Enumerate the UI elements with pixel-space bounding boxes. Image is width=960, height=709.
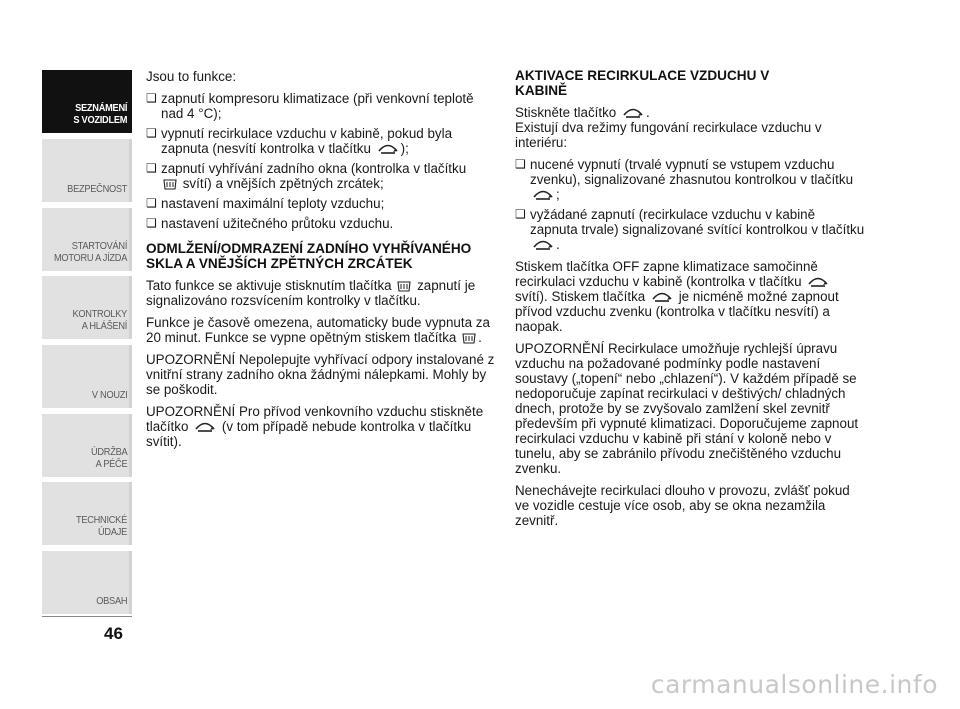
paragraph: Existují dva režimy fungování recirkulace vzduchu v interiéru: <box>515 120 822 150</box>
recirculation-icon <box>651 291 673 303</box>
tab-kontrolky[interactable] <box>42 276 132 340</box>
tab-label: TECHNICKÉ ÚDAJE <box>75 514 127 538</box>
list-item: ❑ zapnutí vyhřívání zadního okna (kontrolka v tlačítku svítí) a vnějších zpětných zrcátek; <box>146 161 496 191</box>
recirculation-icon <box>377 143 399 155</box>
tab-label: OBSAH <box>95 595 127 607</box>
tab-label: ÚDRŽBA A PÉČE <box>90 446 127 470</box>
tab-bezpecnost[interactable] <box>42 139 132 203</box>
tab-technicke-udaje[interactable] <box>42 482 132 546</box>
right-column <box>515 69 865 535</box>
warning-paragraph: UPOZORNĚNÍ Nepolepujte vyhřívací odpory instalované z vnitřní strany zadního okna žádnými nálepkami. Mohly by se poškodit. <box>146 352 495 397</box>
rear-defrost-icon <box>397 280 411 292</box>
list-item: ❑ zapnutí kompresoru klimatizace (při venkovní teplotě nad 4 °C); <box>146 91 496 121</box>
tab-label: BEZPEČNOST <box>66 183 127 195</box>
list-item: ❑ nucené vypnutí (trvalé vypnutí se vstupem vzduchu zvenku), signalizované zhasnutou kontrolkou v tlačítku ; <box>515 157 865 202</box>
paragraph: Stiskem tlačítka OFF zapne klimatizace samočinně recirkulaci vzduchu v kabině (kontrolka v tlačítku svítí). Stiskem tlačítka je nicméně možné zapnout přívod vzduchu zvenku (kontrolka v tlačítku nesvítí) a naopak. <box>515 259 839 334</box>
tab-label: V NOUZI <box>91 389 127 401</box>
tab-obsah[interactable] <box>42 551 132 615</box>
recirculation-icon <box>532 189 554 201</box>
left-column <box>146 69 496 456</box>
tab-seznameni[interactable] <box>42 70 132 134</box>
tab-label: STARTOVÁNÍ MOTORU A JÍZDA <box>53 240 127 264</box>
section-heading: ODMLŽENÍ/ODMRAZENÍ ZADNÍHO VYHŘÍVANÉHO SKLA A VNĚJŠÍCH ZPĚTNÝCH ZRCÁTEK <box>146 241 472 271</box>
paragraph: Funkce je časově omezena, automaticky bude vypnuta za 20 minut. Funkce se vypne opětným stiskem tlačítka . <box>146 315 490 345</box>
section-heading: AKTIVACE RECIRKULACE VZDUCHU V KABINĚ <box>515 68 770 98</box>
tab-startovani[interactable] <box>42 208 132 272</box>
warning-paragraph: UPOZORNĚNÍ Recirkulace umožňuje rychlejší úpravu vzduchu na požadované podmínky podle nastavení soustavy („topení“ nebo „chlazení“). V každém případě se nedoporučuje zapínat recirkulaci v deštivých/ chladných dnech, protože by se zvyšovalo zamlžení skel zevnitř především při vypnuté klimatizaci. Doporučujeme zapnout recirkulaci vzduchu v kabině při stání v koloně nebo v tunelu, aby se zabránilo přívodu znečištěného vzduchu zvenku. <box>515 341 859 476</box>
recirculation-icon <box>532 239 554 251</box>
recirculation-icon <box>807 276 829 288</box>
rear-defrost-icon <box>163 178 177 190</box>
paragraph: Nenechávejte recirkulaci dlouho v provozu, zvlášť pokud ve vozidle cestuje více osob, aby se okna nezamžila zevnitř. <box>515 483 850 528</box>
recirculation-icon <box>622 107 644 119</box>
tab-label: SEZNÁMENÍ S VOZIDLEM <box>73 102 127 126</box>
list-item: ❑ vyžádané zapnutí (recirkulace vzduchu v kabině zapnuta trvale) signalizované svítící kontrolkou v tlačítku . <box>515 207 865 252</box>
paragraph: Stiskněte tlačítko . <box>515 105 650 120</box>
recirculation-icon <box>194 421 216 433</box>
paragraph: Tato funkce se aktivuje stisknutím tlačítka zapnutí je signalizováno rozsvícením kontrolky v tlačítku. <box>146 278 476 308</box>
intro-text: Jsou to funkce: <box>146 69 237 84</box>
rear-defrost-icon <box>462 332 476 344</box>
tab-udrzba[interactable] <box>42 414 132 478</box>
sidebar-divider <box>42 616 132 617</box>
section-tabs <box>42 70 132 616</box>
list-item: ❑ nastavení maximální teploty vzduchu; <box>146 196 496 211</box>
list-item: ❑ vypnutí recirkulace vzduchu v kabině, pokud byla zapnuta (nesvítí kontrolka v tlačítku ); <box>146 126 496 156</box>
watermark: carmanualsonline.info <box>650 670 938 699</box>
warning-paragraph: UPOZORNĚNÍ Pro přívod venkovního vzduchu stiskněte tlačítko (v tom případě nebude kontrolka v tlačítku svítit). <box>146 404 484 449</box>
page-number: 46 <box>104 624 123 643</box>
tab-label: KONTROLKY A HLÁŠENÍ <box>72 308 127 332</box>
list-item: ❑ nastavení užitečného průtoku vzduchu. <box>146 216 496 231</box>
tab-v-nouzi[interactable] <box>42 345 132 409</box>
